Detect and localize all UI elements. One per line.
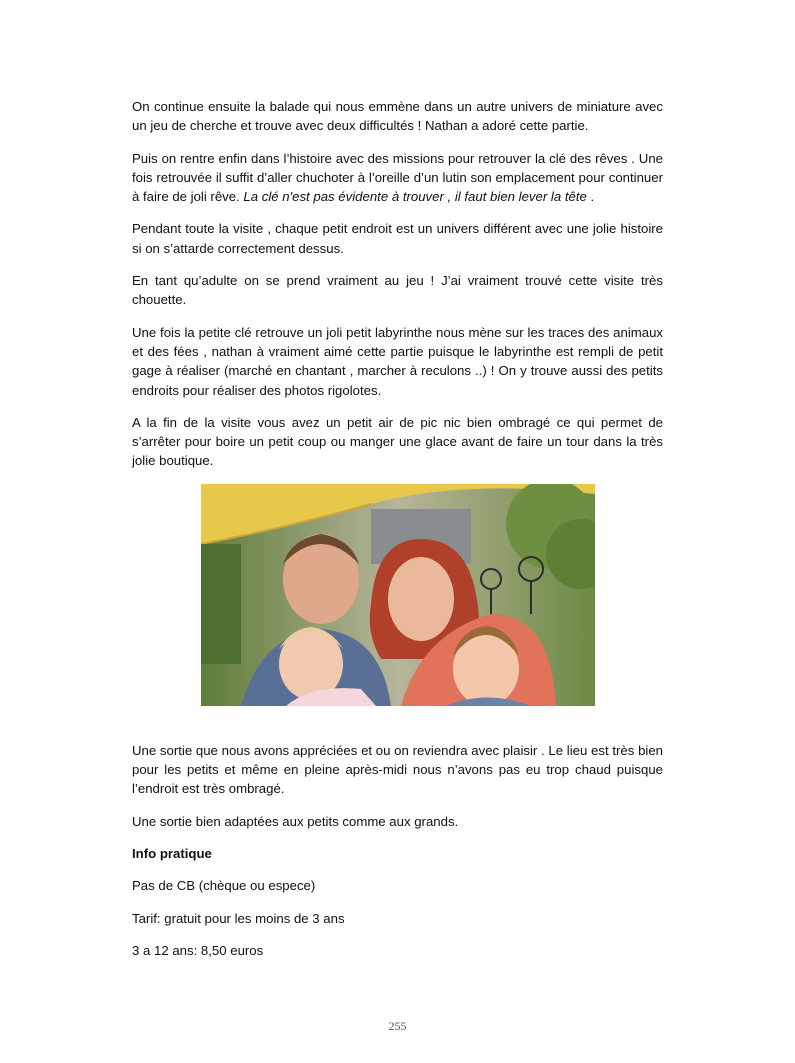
paragraph-4: En tant qu’adulte on se prend vraiment au jeu ! J’ai vraiment trouvé cette visite très chouette. <box>132 273 663 308</box>
paragraph-8: Une sortie bien adaptées aux petits comme aux grands. <box>132 813 459 829</box>
document-body <box>132 97 663 973</box>
info-payment: Pas de CB (chèque ou espece) <box>132 878 316 894</box>
paragraph-2-italic: La clé n'est pas évidente à trouver , il faut bien lever la tête <box>243 189 587 205</box>
paragraph-2 <box>132 149 663 207</box>
paragraph-2-end: . <box>586 189 595 205</box>
paragraph-5: Une fois la petite clé retrouve un joli petit labyrinthe nous mène sur les traces des animaux et des fées , nathan à vraiment aimé cette partie puisque le labyrinthe est rempli de petit gage à réaliser (marché en chantant , marcher à reculons ..) ! On y trouve aussi des petits endroits pour réaliser des photos rigolotes. <box>132 324 663 398</box>
info-heading-text: Info pratique <box>132 845 212 861</box>
page-number: 255 <box>388 1019 407 1033</box>
paragraph-6: A la fin de la visite vous avez un petit air de pic nic bien ombragé ce qui permet de s’arrêter pour boire un petit coup ou manger une glace avant de faire un tour dans la très jolie boutique. <box>132 414 663 469</box>
info-tarif: Tarif: gratuit pour les moins de 3 ans <box>132 910 345 926</box>
paragraph-7: Une sortie que nous avons appréciées et ou on reviendra avec plaisir . Le lieu est très bien pour les petits et même en pleine après-midi nous n’avons pas eu trop chaud puisque l’endroit est très ombragé. <box>132 742 663 797</box>
paragraph-2-start: Puis on rentre enfin dans l’histoire avec des missions pour retrouver la clé des rêves . Une fois retrouvée il suffit d’aller chuchoter à l’oreille d’un lutin son emplacement pour continuer à faire de joli rêve. <box>132 150 663 205</box>
photo-container <box>132 484 663 706</box>
paragraph-3: Pendant toute la visite , chaque petit endroit est un univers différent avec une jolie histoire si on s’attarde correctement dessus. <box>132 221 663 256</box>
paragraph-1: On continue ensuite la balade qui nous emmène dans un autre univers de miniature avec un jeu de cherche et trouve avec deux difficultés ! Nathan a adoré cette partie. <box>132 99 663 134</box>
info-heading <box>132 844 663 863</box>
family-photo <box>201 484 595 706</box>
family-photo-image <box>201 484 595 706</box>
info-tarif-child: 3 a 12 ans: 8,50 euros <box>132 942 264 958</box>
